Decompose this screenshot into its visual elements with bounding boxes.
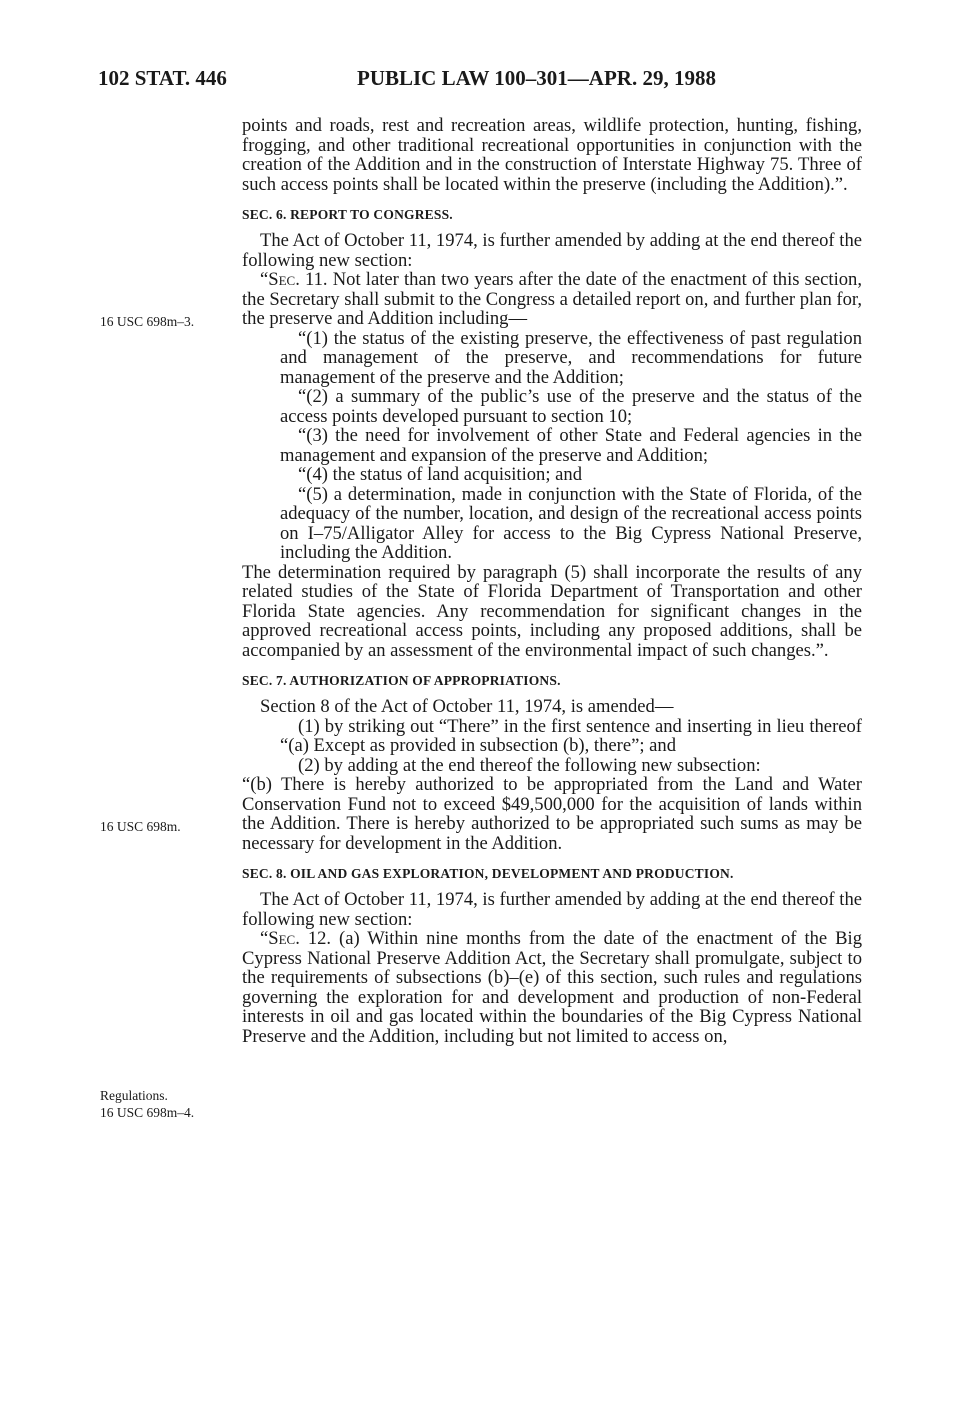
body-text bbox=[242, 116, 862, 1046]
page-header bbox=[0, 66, 955, 96]
section-7-item-2: (2) by adding at the end thereof the following new subsection: bbox=[298, 754, 761, 776]
section-7-paragraph-2: “(b) There is hereby authorized to be appropriated from the Land and Water Conservation Fund not to exceed $49,500,000 for the acquisition of lands within the Addition. There is hereby authorized to be appropriated such sums as may be necessary for development in the Addition. bbox=[242, 774, 862, 854]
sec-lead: “Sec. bbox=[260, 269, 300, 290]
list-item-5: “(5) a determination, made in conjunction with the State of Florida, of the adequacy of the number, location, and design of the recreational access points on I–75/Alligator Alley for access to the Big Cypress National Preserve, including the Addition. bbox=[280, 483, 862, 563]
section-8-heading: SEC. 8. OIL AND GAS EXPLORATION, DEVELOPMENT AND PRODUCTION. bbox=[242, 866, 734, 881]
list-item-1: “(1) the status of the existing preserve, the effectiveness of past regulation and management of the preserve, and recommendations for future management of the preserve and the Addition; bbox=[280, 327, 862, 388]
section-7-item-1: (1) by striking out “There” in the first sentence and inserting in lieu thereof “(a) Except as provided in subsection (b), there”; and bbox=[280, 715, 862, 756]
statute-page-number: 102 STAT. 446 bbox=[98, 66, 227, 90]
paragraph-intro: points and roads, rest and recreation areas, wildlife protection, hunting, fishing, frogging, and other traditional recreational opportunities in conjunction with the creation of the Addition and in the construction of Interstate Highway 75. Three of such access points shall be located within the preserve (including the Addition).”. bbox=[242, 115, 862, 195]
section-6-paragraph-3: The determination required by paragraph (5) shall incorporate the results of any related studies of the State of Florida Department of Transportation and other Florida State agencies. Any recommendation for significant changes in the approved recreational access points, including any proposed additions, shall be accompanied by an assessment of the environmental impact of such changes.”. bbox=[242, 561, 862, 661]
margin-note-usc-698m-3: 16 USC 698m–3. bbox=[100, 314, 195, 329]
list-item-2: “(2) a summary of the public’s use of the preserve and the status of the access points developed pursuant to section 10; bbox=[280, 386, 862, 427]
section-6-paragraph-2-text: 11. Not later than two years after the date of the enactment of this section, the Secretary shall submit to the Congress a detailed report on, and further plan for, the preserve and Addition including— bbox=[242, 269, 862, 329]
list-item-3: “(3) the need for involvement of other State and Federal agencies in the management and expansion of the preserve and Addition; bbox=[280, 425, 862, 466]
section-6-paragraph-2 bbox=[242, 270, 862, 329]
section-7-paragraph-1: Section 8 of the Act of October 11, 1974, is amended— bbox=[260, 696, 674, 717]
margin-note-regulations: Regulations. bbox=[100, 1088, 168, 1103]
sec-lead: “Sec. bbox=[260, 928, 300, 949]
list-item-4: “(4) the status of land acquisition; and bbox=[298, 464, 582, 485]
section-6-heading: SEC. 6. REPORT TO CONGRESS. bbox=[242, 207, 453, 222]
section-7-heading: SEC. 7. AUTHORIZATION OF APPROPRIATIONS. bbox=[242, 673, 561, 688]
section-6-paragraph-1: The Act of October 11, 1974, is further amended by adding at the end thereof the following new section: bbox=[242, 230, 862, 271]
margin-note-usc-698m: 16 USC 698m. bbox=[100, 819, 181, 834]
section-8-paragraph-2 bbox=[242, 929, 862, 1046]
section-8-paragraph-1: The Act of October 11, 1974, is further amended by adding at the end thereof the following new section: bbox=[242, 889, 862, 930]
margin-note-usc-698m-4: 16 USC 698m–4. bbox=[100, 1105, 195, 1120]
public-law-title: PUBLIC LAW 100–301—APR. 29, 1988 bbox=[357, 66, 716, 90]
section-8-paragraph-2-text: 12. (a) Within nine months from the date of the enactment of the Big Cypress National Preserve Addition Act, the Secretary shall promulgate, subject to the requirements of subsections (b)–(e) of this section, such rules and regulations governing the exploration for and development and production of non-Federal interests in oil and gas located within the boundaries of the Big Cypress National Preserve and the Addition, including but not limited to access on, bbox=[242, 928, 862, 1047]
